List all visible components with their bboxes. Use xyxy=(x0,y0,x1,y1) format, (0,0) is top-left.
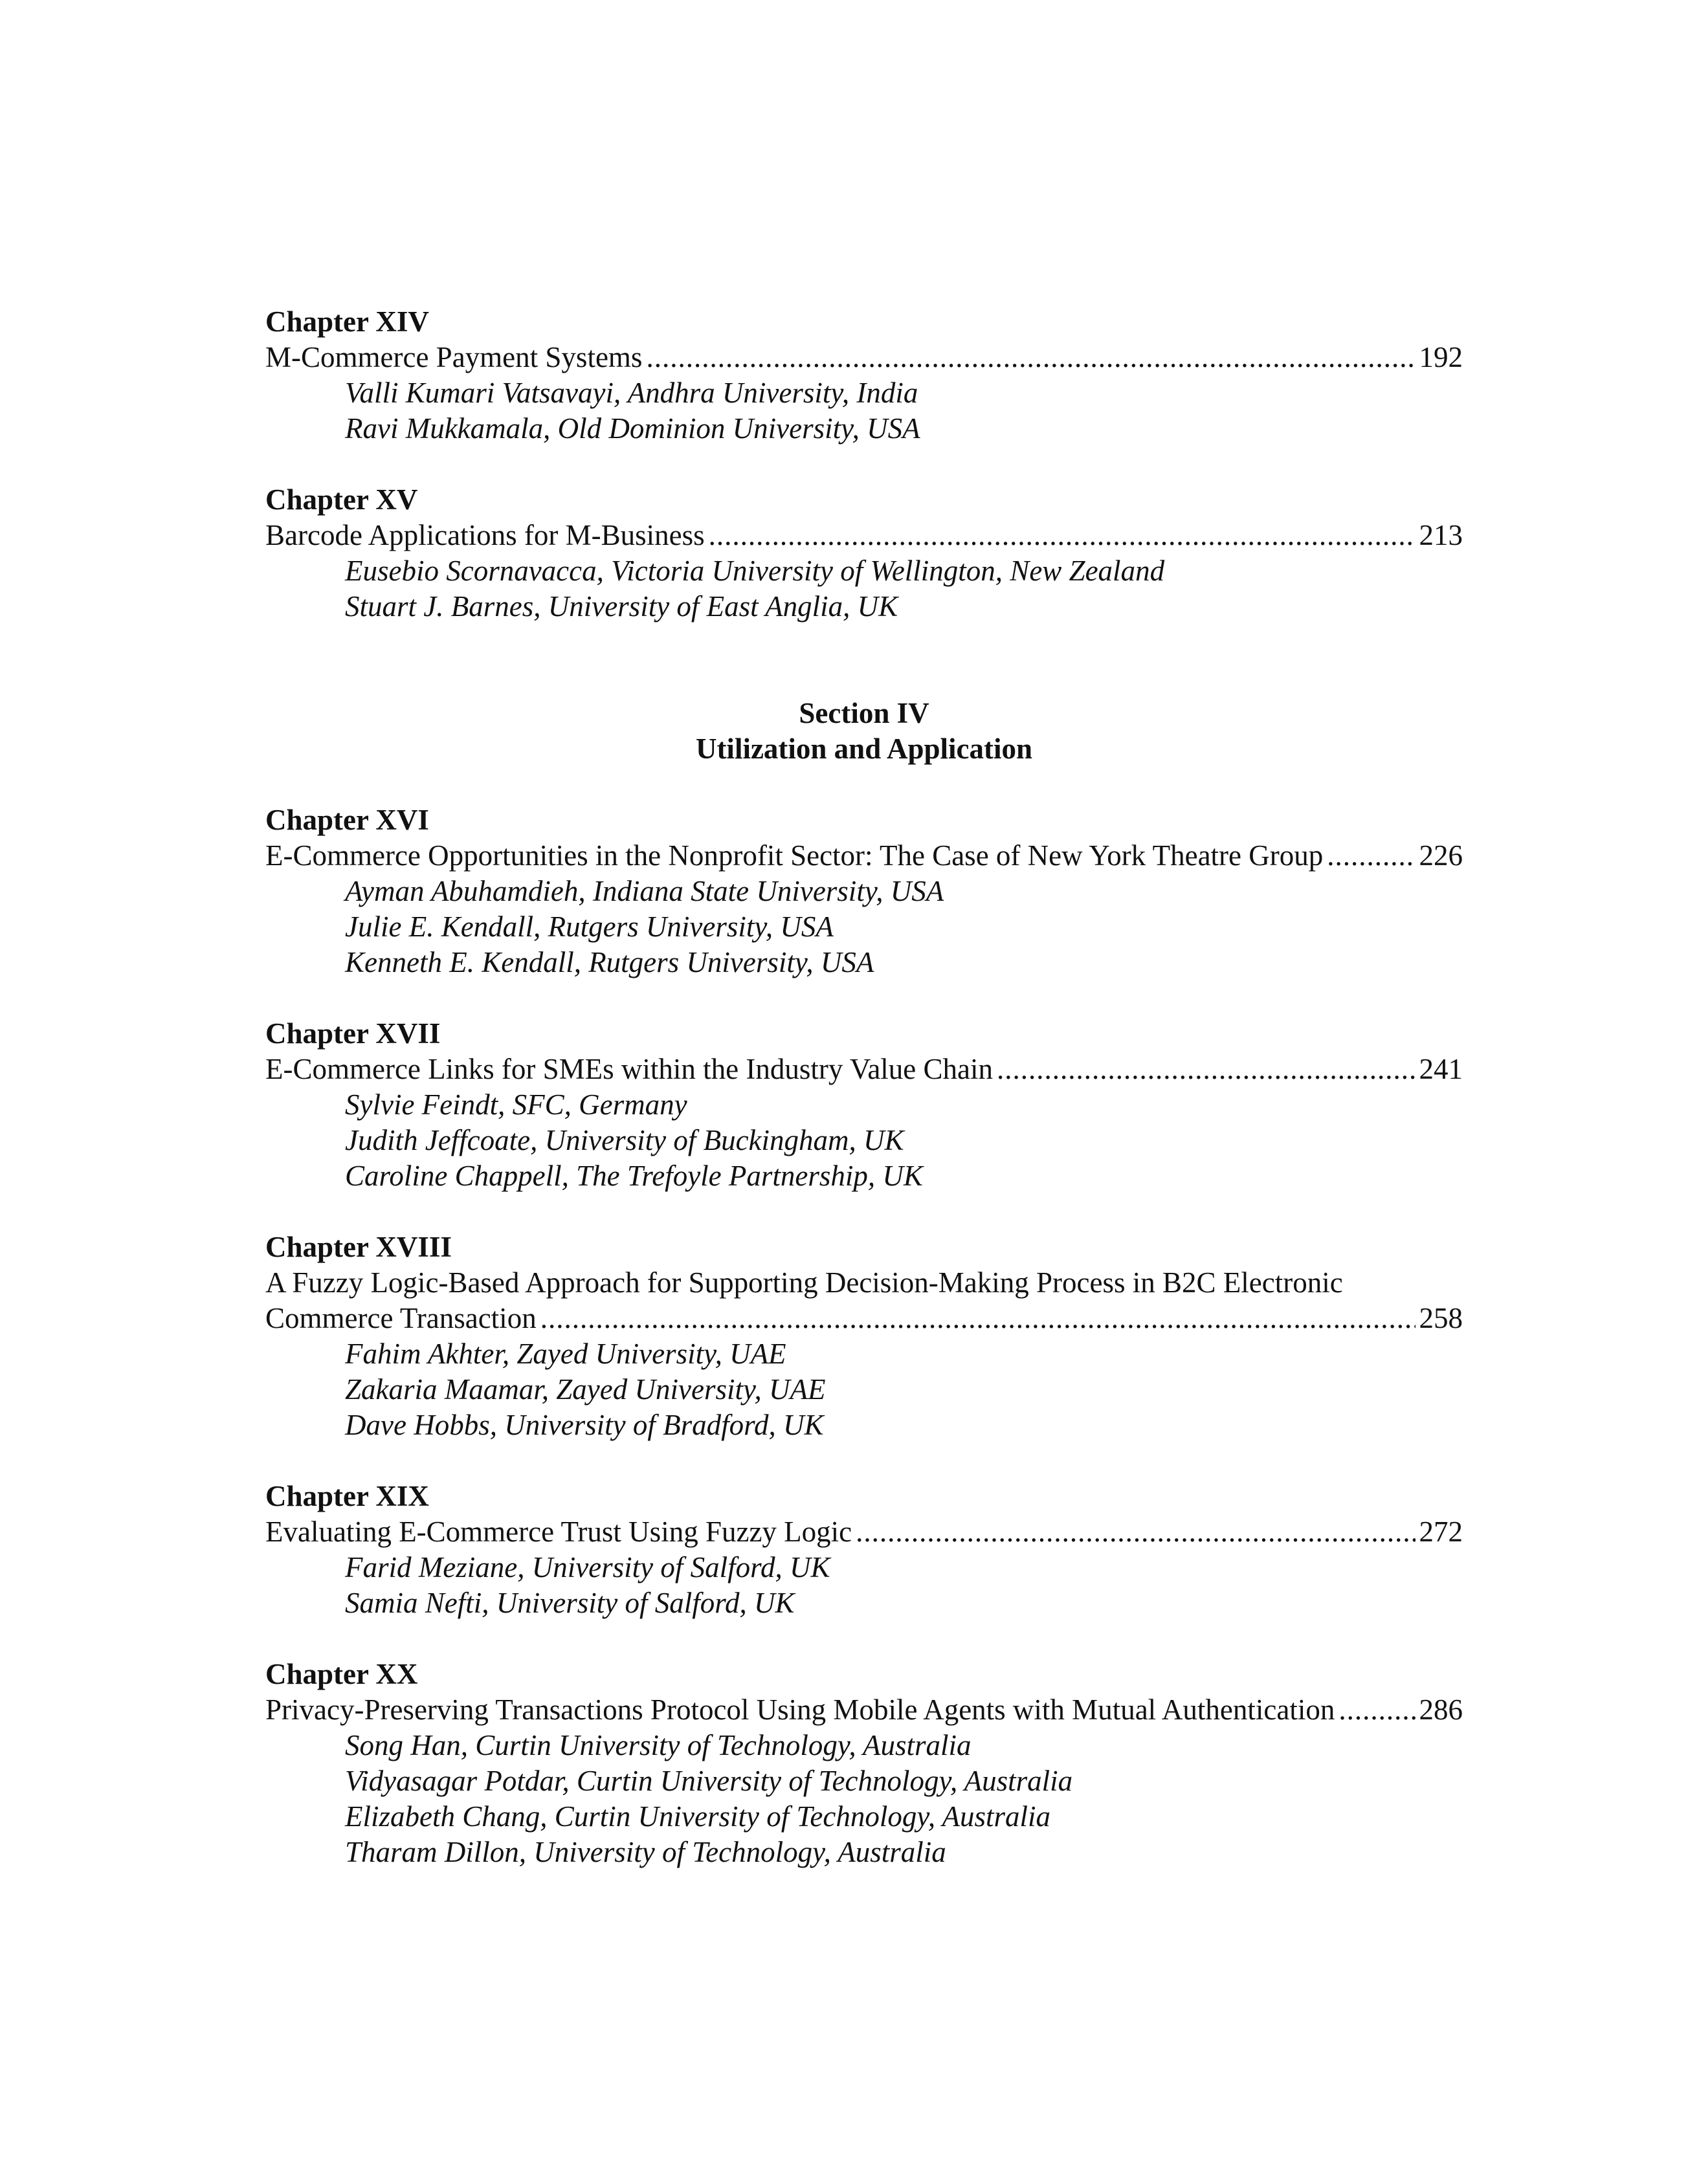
chapter-label: Chapter XVI xyxy=(265,804,429,836)
chapter-title[interactable]: E-Commerce Opportunities in the Nonprofit Sector: The Case of New York Theatre Group xyxy=(265,839,1324,872)
toc-entry xyxy=(265,1016,1463,1194)
page-number[interactable]: 192 xyxy=(1419,341,1463,373)
author-line: Vidyasagar Potdar, Curtin University of Technology, Australia xyxy=(345,1765,1073,1797)
chapter-title-row[interactable] xyxy=(265,340,1463,375)
page-number[interactable]: 241 xyxy=(1419,1053,1463,1085)
dot-leader xyxy=(1327,838,1415,874)
author-line: Elizabeth Chang, Curtin University of Technology, Australia xyxy=(345,1800,1051,1833)
dot-leader xyxy=(1338,1692,1415,1728)
author-line: Kenneth E. Kendall, Rutgers University, USA xyxy=(345,946,874,978)
chapter-title-row[interactable] xyxy=(265,838,1463,874)
chapter-label: Chapter XX xyxy=(265,1658,418,1690)
author-line: Sylvie Feindt, SFC, Germany xyxy=(345,1088,687,1121)
author-line: Fahim Akhter, Zayed University, UAE xyxy=(345,1338,786,1370)
chapter-title[interactable]: M-Commerce Payment Systems xyxy=(265,341,643,373)
toc-entry xyxy=(265,1230,1463,1443)
dot-leader xyxy=(709,518,1416,553)
toc-entry xyxy=(265,482,1463,624)
author-line: Judith Jeffcoate, University of Buckingham, UK xyxy=(345,1124,904,1156)
page-number[interactable]: 213 xyxy=(1419,519,1463,551)
chapter-label: Chapter XIV xyxy=(265,305,429,338)
chapter-label: Chapter XIX xyxy=(265,1480,429,1512)
dot-leader xyxy=(856,1514,1415,1550)
pre-section-chapters xyxy=(265,304,1463,624)
chapter-title-row[interactable] xyxy=(265,1301,1463,1336)
toc-entry xyxy=(265,304,1463,447)
author-line: Farid Meziane, University of Salford, UK xyxy=(345,1551,830,1583)
section-title: Utilization and Application xyxy=(695,733,1033,765)
chapter-title-row[interactable] xyxy=(265,518,1463,553)
author-line: Tharam Dillon, University of Technology, Australia xyxy=(345,1836,946,1868)
author-line: Eusebio Scornavacca, Victoria University of Wellington, New Zealand xyxy=(345,555,1165,587)
dot-leader xyxy=(646,340,1415,375)
page-number[interactable]: 272 xyxy=(1419,1516,1463,1548)
chapter-label: Chapter XVII xyxy=(265,1017,441,1050)
author-line: Samia Nefti, University of Salford, UK xyxy=(345,1587,795,1619)
author-line: Song Han, Curtin University of Technology, Australia xyxy=(345,1729,972,1761)
chapter-title[interactable]: Commerce Transaction xyxy=(265,1302,537,1334)
chapter-title-row[interactable] xyxy=(265,1514,1463,1550)
chapter-title[interactable]: E-Commerce Links for SMEs within the Industry Value Chain xyxy=(265,1053,994,1085)
toc-entry xyxy=(265,1479,1463,1621)
author-line: Valli Kumari Vatsavayi, Andhra University, India xyxy=(345,377,918,409)
page-number[interactable]: 226 xyxy=(1419,839,1463,872)
chapter-title[interactable]: Evaluating E-Commerce Trust Using Fuzzy Logic xyxy=(265,1516,852,1548)
section-heading xyxy=(265,696,1463,767)
chapter-title[interactable]: Privacy-Preserving Transactions Protocol Using Mobile Agents with Mutual Authentication xyxy=(265,1693,1335,1726)
author-line: Ravi Mukkamala, Old Dominion University, USA xyxy=(345,412,920,445)
chapter-title[interactable]: Barcode Applications for M-Business xyxy=(265,519,705,551)
author-line: Ayman Abuhamdieh, Indiana State University, USA xyxy=(345,875,944,907)
dot-leader xyxy=(540,1301,1416,1336)
dot-leader xyxy=(997,1052,1415,1087)
page-number[interactable]: 258 xyxy=(1419,1302,1463,1334)
page-number[interactable]: 286 xyxy=(1419,1693,1463,1726)
author-line: Dave Hobbs, University of Bradford, UK xyxy=(345,1409,824,1441)
chapter-label: Chapter XV xyxy=(265,483,418,516)
chapter-title-line[interactable]: A Fuzzy Logic-Based Approach for Supporting Decision-Making Process in B2C Electronic xyxy=(265,1266,1343,1299)
toc-entry xyxy=(265,802,1463,980)
section-number: Section IV xyxy=(799,697,929,729)
section-chapters xyxy=(265,802,1463,1870)
author-line: Julie E. Kendall, Rutgers University, USA xyxy=(345,910,834,943)
author-line: Zakaria Maamar, Zayed University, UAE xyxy=(345,1373,826,1406)
chapter-title-row[interactable] xyxy=(265,1052,1463,1087)
chapter-label: Chapter XVIII xyxy=(265,1231,452,1263)
table-of-contents-page xyxy=(265,304,1463,1870)
author-line: Stuart J. Barnes, University of East Anglia, UK xyxy=(345,590,898,623)
chapter-title-row[interactable] xyxy=(265,1692,1463,1728)
toc-entry xyxy=(265,1657,1463,1870)
author-line: Caroline Chappell, The Trefoyle Partnership, UK xyxy=(345,1160,923,1192)
